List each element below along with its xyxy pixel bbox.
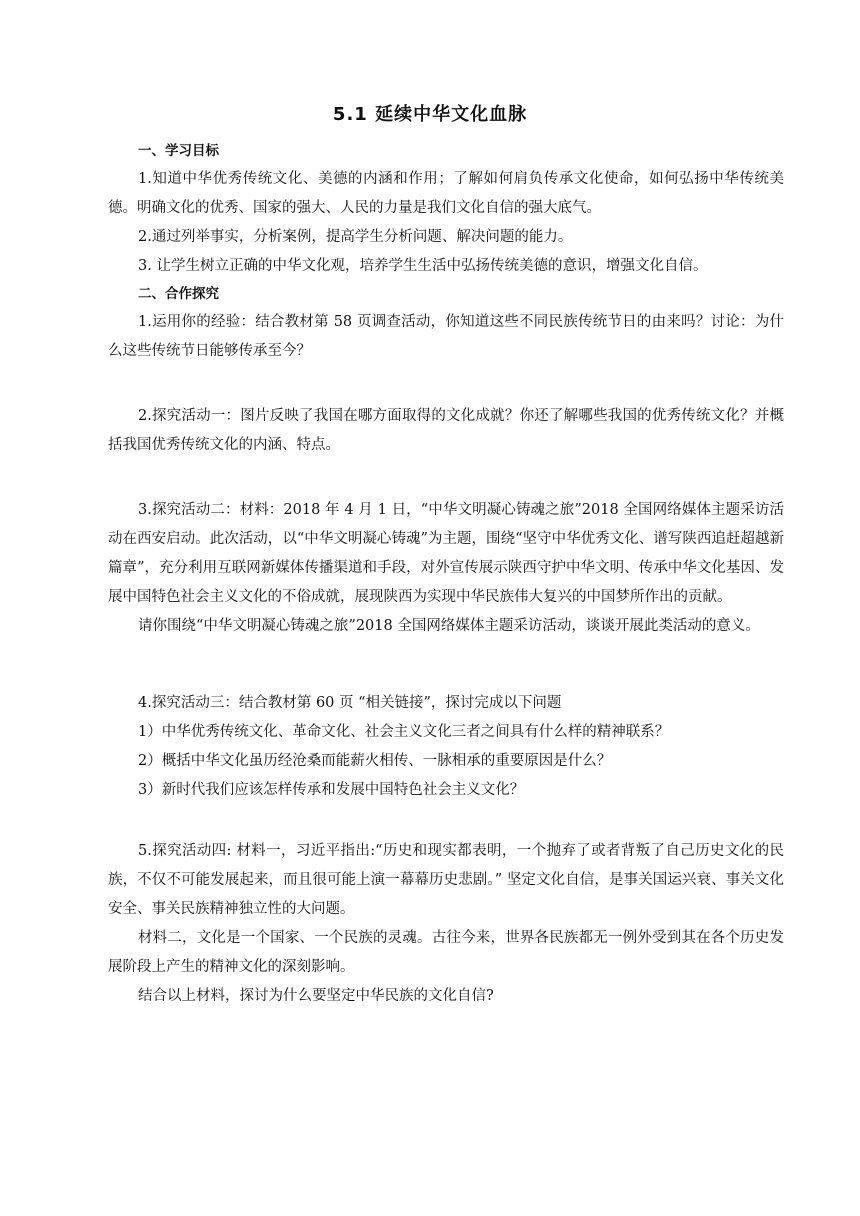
inquiry-question-5-material-2: 材料二，文化是一个国家、一个民族的灵魂。古往今来，世界各民族都无一例外受到其在各个历史发展阶段上产生的精神文化的深刻影响。: [108, 930, 784, 975]
section-heading-inquiry: 二、合作探究: [138, 286, 219, 302]
inquiry-question-4-item: 1）中华优秀传统文化、革命文化、社会主义文化三者之间具有什么样的精神联系？: [138, 724, 670, 740]
inquiry-question-4-item: 2）概括中华文化虽历经沧桑而能薪火相传、一脉相承的重要原因是什么？: [138, 753, 612, 769]
section-heading-objectives: 一、学习目标: [138, 143, 219, 159]
objective-item: 1.知道中华优秀传统文化、美德的内涵和作用；了解如何肩负传承文化使命，如何弘扬中华传统美德。明确文化的优秀、国家的强大、人民的力量是我们文化自信的强大底气。: [108, 171, 784, 216]
inquiry-question-5-prompt: 结合以上材料，探讨为什么要坚定中华民族的文化自信?: [138, 988, 494, 1004]
inquiry-question-3-material: 3.探究活动二：材料：2018 年 4 月 1 日，“中华文明凝心铸魂之旅”2018 全国网络媒体主题采访活动在西安启动。此次活动，以“中华文明凝心铸魂”为主题，围绕“坚守中华优秀文化、谱写陕西追赶超越新篇章”，充分利用互联网新媒体传播渠道和手段，对外宣传展示陕西守护中华文明、传承中华文化基因、发展中国特色社会主义文化的不俗成就，展现陕西为实现中华民族伟大复兴的中国梦所作出的贡献。: [108, 502, 784, 605]
objective-item: 3. 让学生树立正确的中华文化观，培养学生生活中弘扬传统美德的意识，增强文化自信。: [138, 258, 708, 274]
page-title: 5.1 延续中华文化血脉: [332, 104, 528, 125]
inquiry-question-3-prompt: 请你围绕“中华文明凝心铸魂之旅”2018 全国网络媒体主题采访活动，谈谈开展此类活动的意义。: [138, 618, 760, 634]
objective-item: 2.通过列举事实，分析案例，提高学生分析问题、解决问题的能力。: [138, 229, 573, 245]
document-body: [108, 138, 784, 1011]
inquiry-question-1: 1.运用你的经验：结合教材第 58 页调查活动，你知道这些不同民族传统节日的由来吗？讨论：为什么这些传统节日能够传承至今？: [108, 314, 784, 359]
inquiry-question-2: 2.探究活动一：图片反映了我国在哪方面取得的文化成就？你还了解哪些我国的优秀传统文化？并概括我国优秀传统文化的内涵、特点。: [108, 408, 784, 453]
inquiry-question-5-material-1: 5.探究活动四: 材料一，习近平指出:“历史和现实都表明，一个抛弃了或者背叛了自己历史文化的民族，不仅不可能发展起来，而且很可能上演一幕幕历史悲剧。” 坚定文化自信，是事关国运兴衰、事关文化安全、事关民族精神独立性的大问题。: [108, 843, 784, 917]
inquiry-question-4-intro: 4.探究活动三：结合教材第 60 页 “相关链接”，探讨完成以下问题: [138, 695, 562, 711]
inquiry-question-4-item: 3）新时代我们应该怎样传承和发展中国特色社会主义文化？: [138, 782, 525, 798]
